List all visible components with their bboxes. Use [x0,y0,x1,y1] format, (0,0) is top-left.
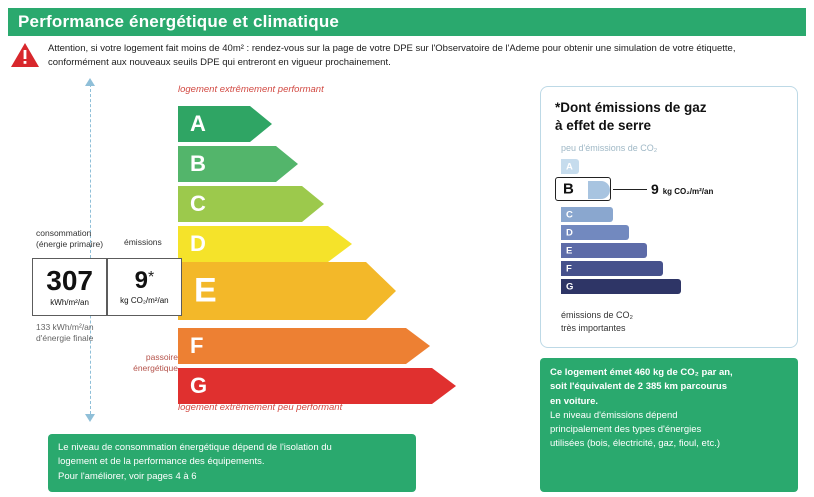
primary-energy-unit: kWh/m²/an [50,298,89,307]
energy-bar-b-label: B [190,151,206,176]
primary-energy-value: 307 [46,265,93,296]
ges-scale-caption-top: peu d'émissions de CO₂ [561,143,658,153]
ges-bar-e [561,243,647,258]
ges-bar-g [561,279,681,294]
emissions-advice-note: Ce logement émet 460 kg de CO₂ par an, soit l'équivalent de 2 385 km parcourus en voiture. Le niveau d'émissions dépend principalement des types d'énergies utilisées (bois, électricité, gaz, fioul, etc.) [540,358,798,492]
energy-bar-g [178,368,456,404]
primary-energy-value-cell [33,259,106,315]
scale-caption-bottom: logement extrêmement peu performant [178,402,343,413]
energy-bar-b [178,146,298,182]
energy-bar-g-label: G [190,373,208,398]
ges-bar-f-label: F [566,263,572,274]
warning-line-2: conformément aux nouveaux seuils DPE qui entreront en vigueur prochainement. [48,56,391,68]
warning-line-1: Attention, si votre logement fait moins de 40m² : rendez-vous sur la page de votre DPE sur l'Observatoire de l'Ademe pour obtenir une simulation de votre étiquette, [48,43,736,54]
energy-bar-a [178,106,272,142]
section-header [8,8,806,36]
value-box [32,258,182,316]
energy-bar-c [178,186,324,222]
scale-caption-top: logement extrêmement performant [178,84,324,95]
ges-bar-d [561,225,629,240]
energy-bar-e-current [178,262,396,320]
ges-bar-b [588,181,610,199]
emissions-label: émissions [124,237,162,247]
ges-panel-value: 9 kg CO₂/m²/an [651,181,714,197]
energy-class-scale [178,84,538,414]
ges-panel-value-unit: kg CO₂/m²/an [662,187,714,196]
ges-bar-e-label: E [566,245,573,256]
ges-panel [540,86,798,348]
energy-bar-a-label: A [190,111,206,136]
ges-current-class-label: B [563,180,574,198]
energy-bar-d [178,226,352,262]
energy-bar-c-label: C [190,191,206,216]
energy-bar-e-label: E [194,271,217,310]
ges-bar-c-label: C [566,209,573,220]
ges-current-class-badge [555,177,611,201]
warning-triangle-icon [10,42,40,68]
ges-value-star: * [147,269,155,286]
ges-value-cell [108,259,181,315]
final-energy-note: 133 kWh/m²/an d'énergie finale [36,322,94,344]
energy-bar-d-label: D [190,231,206,256]
warning-banner [8,40,804,70]
ges-bar-g-label: G [566,281,574,292]
ges-bar-f [561,261,663,276]
energy-bar-f-label: F [190,333,204,358]
ges-value: 9 [134,267,148,294]
ges-unit: kg CO₂/m²/an [120,296,169,305]
ges-bar-c [561,207,613,222]
passoire-energetique-label: passoire énergétique [133,352,178,374]
ges-connector-line [613,189,647,190]
consumption-label: consommation (énergie primaire) [36,228,104,250]
scale-guide-arrow-bottom [85,414,95,422]
ges-bar-a [561,159,579,174]
page-title: Performance énergétique et climatique [18,12,340,31]
ges-panel-title: *Dont émissions de gaz à effet de serre [555,100,707,134]
ges-bar-d-label: D [566,227,573,238]
ges-bar-a-label: A [566,161,573,172]
energy-bar-f [178,328,430,364]
ges-scale-caption-bottom: émissions de CO₂ très importantes [561,310,634,333]
warning-text [40,40,735,70]
consumption-advice-note: Le niveau de consommation énergétique dépend de l'isolation du logement et de la performance des équipements. Pour l'améliorer, voir pages 4 à 6 [48,434,416,492]
